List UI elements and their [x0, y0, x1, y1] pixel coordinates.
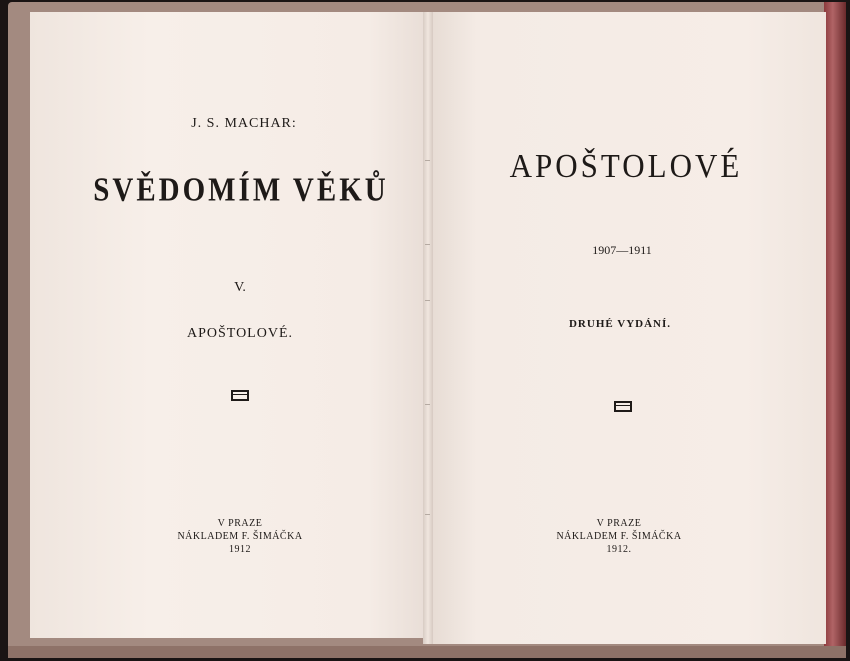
imprint-right: [556, 517, 681, 556]
edition: DRUHÉ VYDÁNÍ.: [568, 318, 672, 330]
binding-stitch: [425, 244, 430, 245]
imprint-year: 1912.: [606, 544, 632, 555]
imprint-city: V PRAZE: [217, 518, 263, 529]
imprint-city: V PRAZE: [596, 518, 642, 529]
binding-stitch: [425, 404, 430, 405]
volume-number: V.: [234, 280, 246, 295]
binding-stitch: [425, 514, 430, 515]
imprint-year: 1912: [228, 544, 251, 555]
binding-stitch: [425, 300, 430, 301]
book-title: APOŠTOLOVÉ: [509, 146, 743, 185]
binding-stitch: [425, 160, 430, 161]
book-gutter: [423, 12, 433, 644]
imprint-publisher: NÁKLADEM F. ŠIMÁČKA: [556, 531, 682, 542]
years: 1907—1911: [592, 243, 652, 257]
series-title: SVĚDOMÍM VĚKŮ: [93, 171, 389, 209]
imprint-left: [177, 517, 302, 556]
ornament-icon: [231, 390, 249, 401]
ornament-icon: [614, 401, 632, 412]
imprint-publisher: NÁKLADEM F. ŠIMÁČKA: [177, 531, 303, 542]
cover-bottom-edge: [8, 646, 846, 658]
cover-edge: [824, 2, 846, 658]
volume-title: APOŠTOLOVÉ.: [186, 326, 294, 341]
author-name: J. S. MACHAR:: [191, 116, 297, 131]
